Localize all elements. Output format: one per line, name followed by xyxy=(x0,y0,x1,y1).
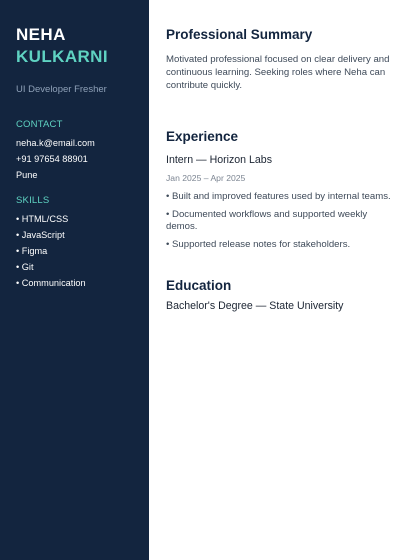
education-degree: Bachelor's Degree — State University xyxy=(166,300,344,312)
last-name: KULKARNI xyxy=(16,47,108,66)
job-title: Intern — Horizon Labs xyxy=(166,154,272,166)
skill-item: • Git xyxy=(16,262,34,272)
contact-email: neha.k@email.com xyxy=(16,138,95,148)
skill-item: • JavaScript xyxy=(16,230,65,240)
contact-location: Pune xyxy=(16,170,38,180)
contact-heading: CONTACT xyxy=(16,119,63,130)
skills-list xyxy=(16,213,86,293)
education-heading: Education xyxy=(166,278,232,293)
skill-item: • HTML/CSS xyxy=(16,214,69,224)
experience-bullet: • Documented workflows and supported weekly demos. xyxy=(166,208,368,232)
first-name: NEHA xyxy=(16,25,66,44)
experience-bullet: • Built and improved features used by internal teams. xyxy=(166,191,391,202)
experience-bullets xyxy=(166,191,396,256)
summary-heading: Professional Summary xyxy=(166,27,313,42)
experience-bullet: • Supported release notes for stakeholders. xyxy=(166,238,351,250)
contact-phone: +91 97654 88901 xyxy=(16,154,88,164)
skills-heading: SKILLS xyxy=(16,195,50,206)
summary-text: Motivated professional focused on clear delivery and continuous learning. Seeking roles where Neha can contribute quickly. xyxy=(166,54,390,91)
resume-sidebar xyxy=(0,0,149,560)
experience-heading: Experience xyxy=(166,129,239,144)
skill-item: • Figma xyxy=(16,246,48,256)
skill-item: • Communication xyxy=(16,278,86,288)
job-role: UI Developer Fresher xyxy=(16,84,107,95)
contact-list xyxy=(16,137,95,185)
job-dates: Jan 2025 – Apr 2025 xyxy=(166,173,246,183)
